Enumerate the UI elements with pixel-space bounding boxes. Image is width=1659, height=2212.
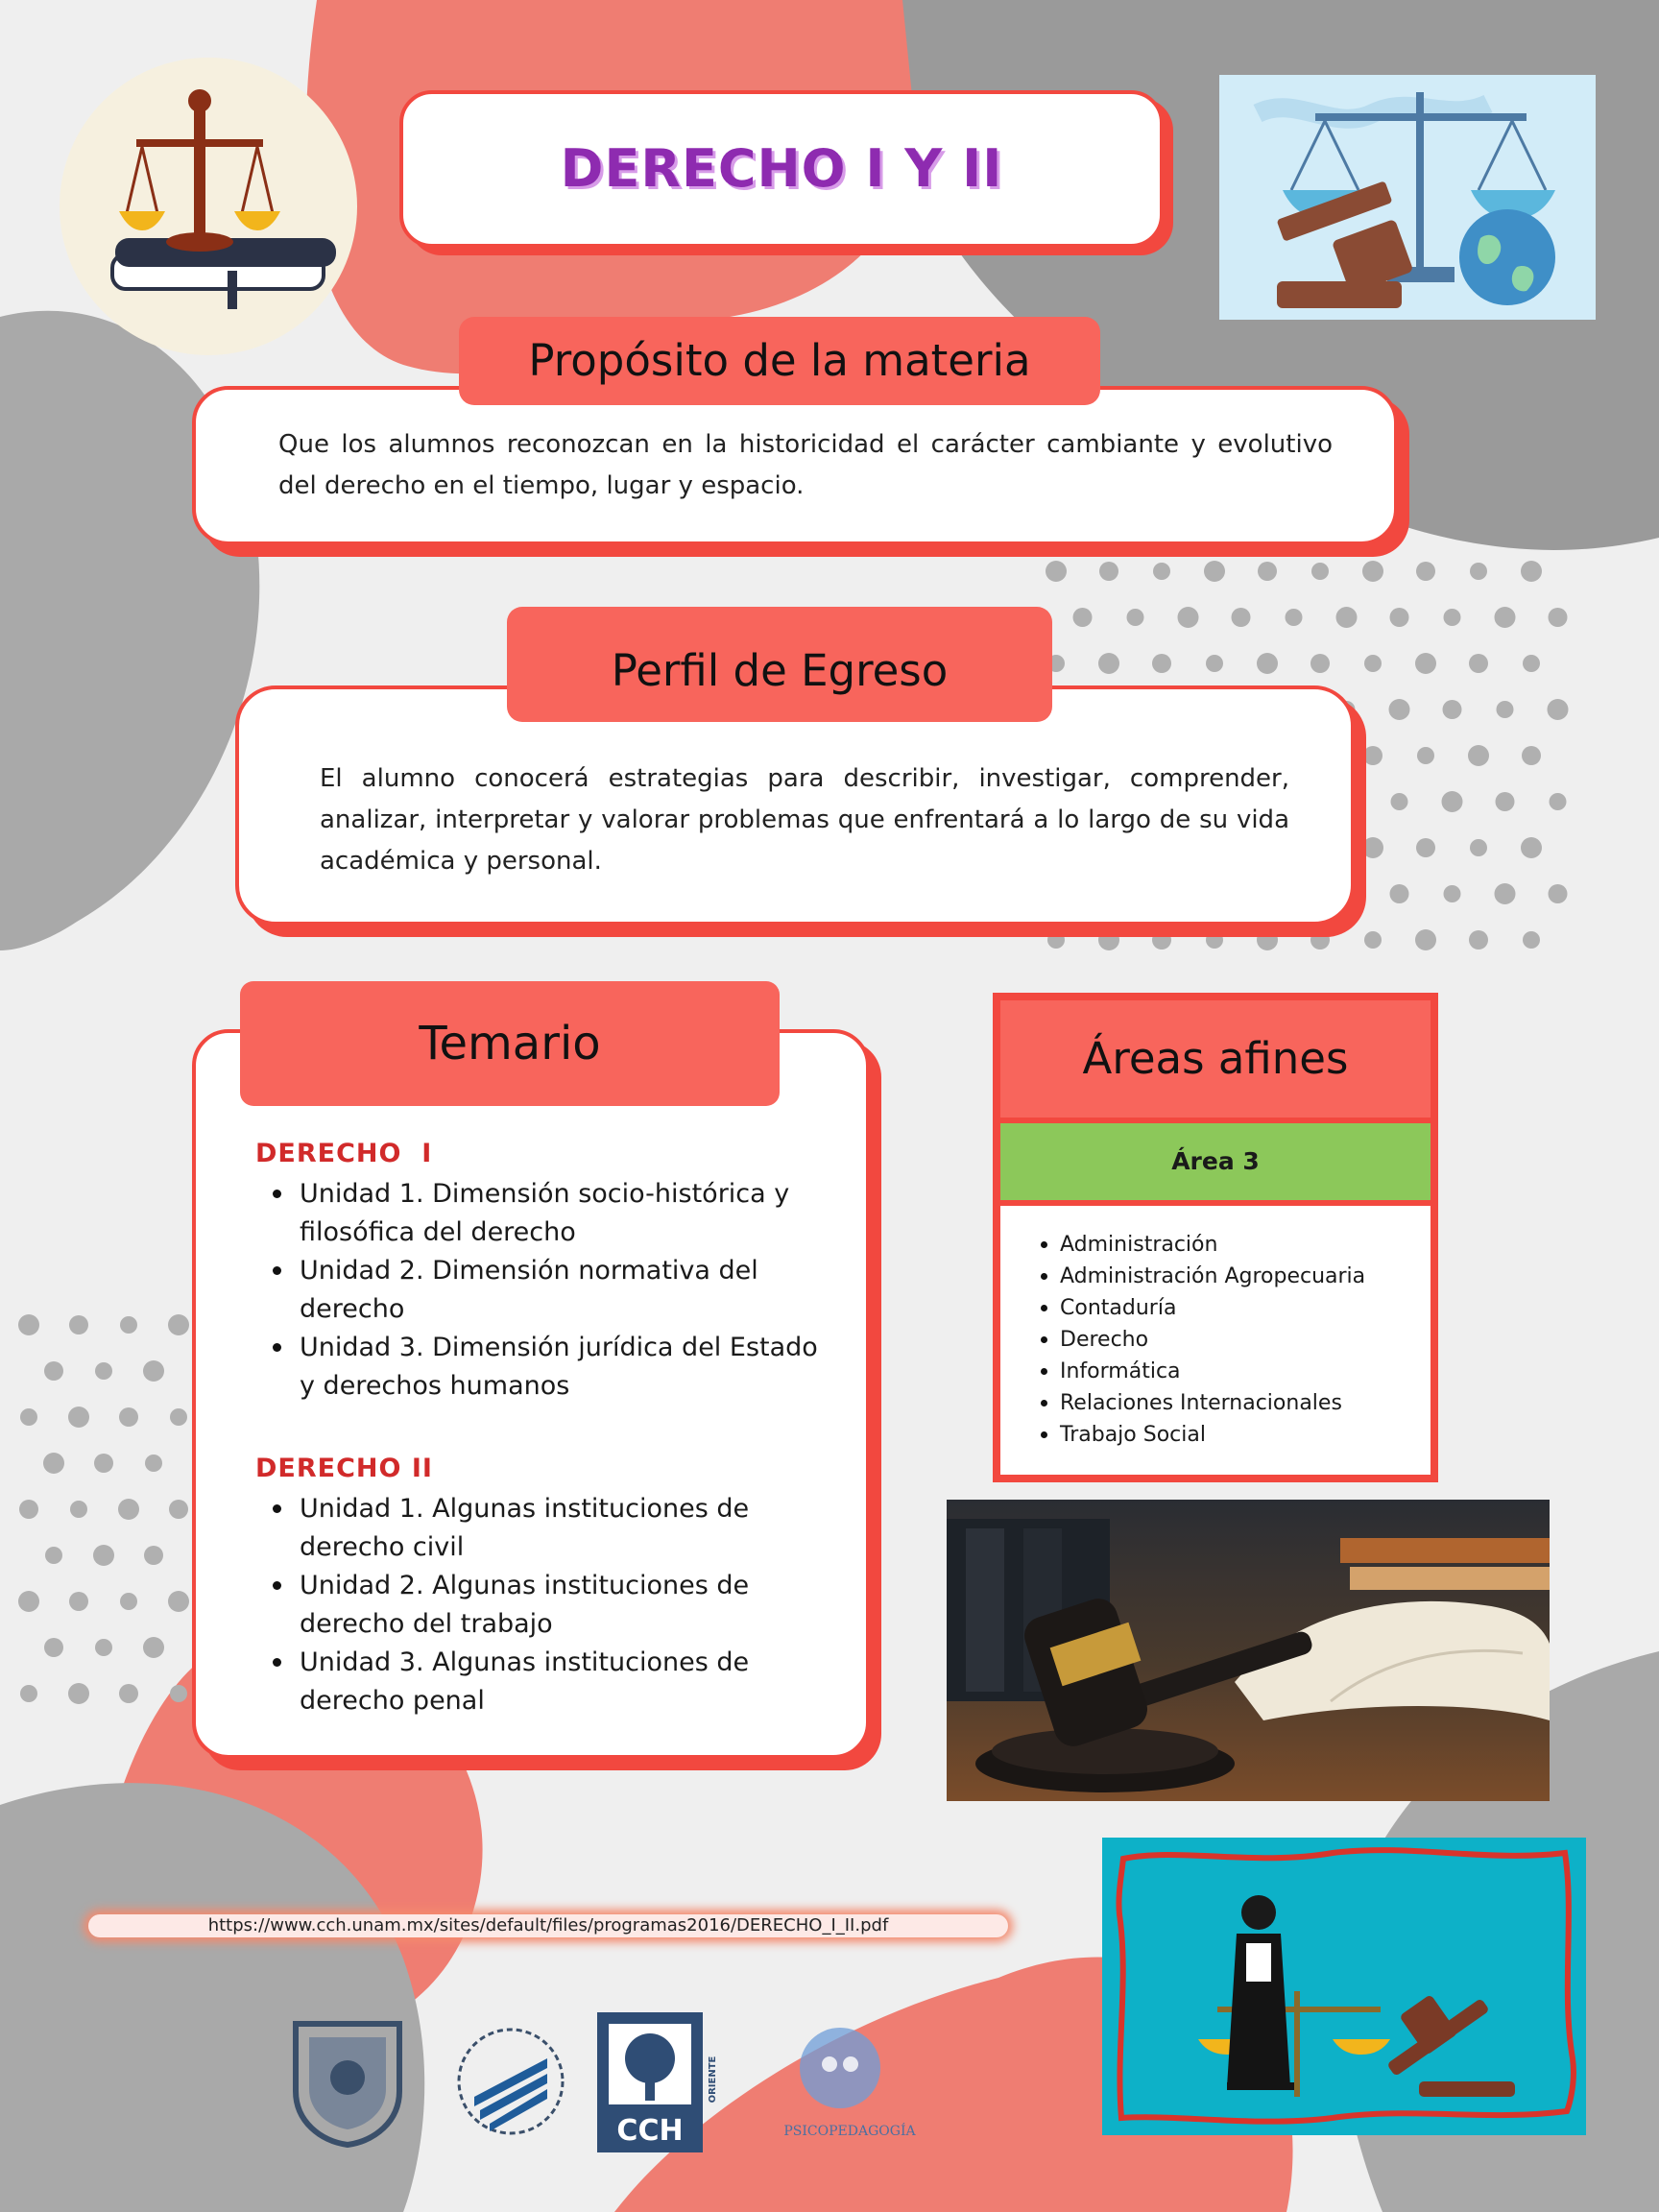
list-item: Unidad 3. Dimensión jurídica del Estado y derechos humanos [300,1329,831,1406]
decor-dot [1073,608,1093,627]
list-item: Administración [1060,1229,1431,1261]
decor-dot [69,1592,88,1611]
decor-dot [1417,747,1434,764]
decor-dot [1389,699,1410,720]
page-title: DERECHO I Y II [560,138,1003,199]
decor-dot [145,1455,162,1472]
decor-dot [95,1362,112,1380]
temario-heading: Temario [419,1017,601,1070]
decor-dot [1469,930,1488,950]
list-item: Unidad 3. Algunas instituciones de derecho penal [300,1644,831,1720]
areas-heading: Áreas afines [1082,1033,1349,1084]
decor-dot [119,1684,138,1703]
list-item: Derecho [1060,1324,1431,1356]
perfil-heading-tab [507,607,1052,722]
gavel-photo [947,1500,1550,1801]
perfil-text: El alumno conocerá estrategias para describir, investigar, comprender, analizar, interpretar y valorar problemas que enfrentará a lo largo de su vida académica y personal. [320,764,1289,876]
decor-dot [1232,608,1251,627]
lawyer-illustration [1102,1838,1586,2135]
decor-dot [1310,930,1330,950]
justice-globe-image [1219,75,1596,320]
decor-dot [1416,562,1435,581]
list-item: Unidad 1. Algunas instituciones de derecho civil [300,1490,831,1567]
decor-dot [1521,561,1542,582]
decor-dot [170,1685,187,1702]
decor-dot [1390,884,1409,903]
decor-dot [1521,837,1542,858]
decor-dot [20,1408,37,1426]
decor-dot [1047,931,1065,949]
title-box [399,90,1164,248]
source-url-link[interactable]: https://www.cch.unam.mx/sites/default/files/programas2016/DERECHO_I_II.pdf [88,1914,1008,1937]
list-item: Trabajo Social [1060,1419,1431,1451]
decor-dot [1363,746,1382,765]
decor-dot [1469,654,1488,673]
decor-dot [1098,653,1119,674]
derecho-2-title: DERECHO II [255,1454,433,1483]
proposito-card [192,386,1398,545]
decor-dot [120,1316,137,1334]
decor-dot [18,1591,39,1612]
perfil-heading: Perfil de Egreso [611,645,949,696]
decor-dot [94,1454,113,1473]
decor-dot [1523,655,1540,672]
decor-dot [143,1637,164,1658]
decor-dot [1257,653,1278,674]
decor-dot [1495,883,1516,904]
decor-dot [1444,609,1461,626]
decor-dot [170,1408,187,1426]
decor-dot [95,1639,112,1656]
list-item: Unidad 2. Algunas instituciones de derecho del trabajo [300,1567,831,1644]
decor-dot [169,1500,188,1519]
decor-dot [43,1453,64,1474]
decor-dot [1152,930,1171,950]
oriente-logo-text: ORIENTE [708,2056,718,2104]
decor-dot [1416,838,1435,857]
decor-dot [1415,653,1436,674]
decor-dot [144,1546,163,1565]
decor-dot [1362,561,1383,582]
decor-dot [1286,609,1303,626]
proposito-heading: Propósito de la materia [528,335,1031,386]
area-3-label: Área 3 [1171,1147,1260,1175]
decor-dot [45,1547,62,1564]
unam-seal-icon [286,2014,409,2149]
decor-dot [69,1315,88,1334]
decor-dot [1152,654,1171,673]
decor-dot [1098,929,1119,950]
decor-dot [1549,884,1568,903]
colegio-ciencias-logo-icon [455,2010,566,2152]
list-item: Unidad 2. Dimensión normativa del derecho [300,1252,831,1329]
decor-dot [1257,929,1278,950]
decor-dot [1310,654,1330,673]
decor-dot [1468,745,1489,766]
temario-content [255,1133,831,1720]
decor-dot [1099,562,1118,581]
decor-dot [1206,931,1223,949]
decor-dot [1470,563,1487,580]
areas-list [1060,1229,1431,1451]
decor-dot [168,1591,189,1612]
psicopedagogia-logo [778,2024,922,2154]
decor-dot [1153,563,1170,580]
decor-dot [20,1685,37,1702]
psicopedagogia-logo-text: PSICOPEDAGOGÍA [783,2124,916,2139]
decor-dot [119,1407,138,1427]
cch-oriente-logo [595,2010,716,2154]
proposito-heading-tab [459,317,1100,405]
decor-dot [143,1360,164,1382]
decor-dot [68,1407,89,1428]
list-item: Relaciones Internacionales [1060,1387,1431,1419]
list-item: Administración Agropecuaria [1060,1261,1431,1292]
decor-dot [1364,931,1382,949]
decor-dot [1390,608,1409,627]
decor-dot [1496,792,1515,811]
areas-box [993,993,1438,1482]
decor-dot [168,1314,189,1335]
list-item: Informática [1060,1356,1431,1387]
decor-dot [93,1545,114,1566]
derecho-2-units [300,1490,831,1720]
proposito-text: Que los alumnos reconozcan en la historicidad el carácter cambiante y evolutivo del derecho en el tiempo, lugar y espacio. [278,430,1333,500]
decor-dot [1336,607,1358,628]
decor-dot [1204,561,1225,582]
decor-dot [1497,701,1514,718]
cch-logo-text: CCH [616,2114,684,2148]
decor-dot [120,1593,137,1610]
decor-dot [1364,655,1382,672]
decor-dot [1362,837,1383,858]
area-3-bar [1000,1123,1431,1206]
decor-dot [1522,746,1541,765]
decor-dot [1258,562,1277,581]
scales-on-book-icon [60,58,357,355]
decor-dot [1495,607,1516,628]
decor-dot [1127,609,1144,626]
decor-dot [1206,655,1223,672]
decor-dot [1311,563,1329,580]
areas-heading-bar [1000,1000,1431,1123]
temario-heading-tab [240,981,780,1106]
decor-dot [18,1314,39,1335]
decor-dot [1415,929,1436,950]
list-item: Contaduría [1060,1292,1431,1324]
decor-dot [1442,791,1463,812]
decor-dot [1550,793,1567,810]
decor-dot [44,1638,63,1657]
decor-dot [70,1501,87,1518]
decor-dot [1523,931,1540,949]
decor-dot [68,1683,89,1704]
decor-dot [1178,607,1199,628]
list-item: Unidad 1. Dimensión socio-histórica y filosófica del derecho [300,1175,831,1252]
decor-dot [1444,885,1461,902]
decor-dot [1391,793,1408,810]
decor-dot [44,1361,63,1381]
decor-dot [118,1499,139,1520]
decor-dot [1549,608,1568,627]
decor-dot [1443,700,1462,719]
derecho-1-title: DERECHO I [255,1139,433,1168]
decor-dot [1470,839,1487,856]
derecho-1-units [300,1175,831,1406]
decor-dot [19,1500,38,1519]
decor-dot [1046,561,1067,582]
decor-dot [1548,699,1569,720]
temario-card [192,1029,870,1759]
